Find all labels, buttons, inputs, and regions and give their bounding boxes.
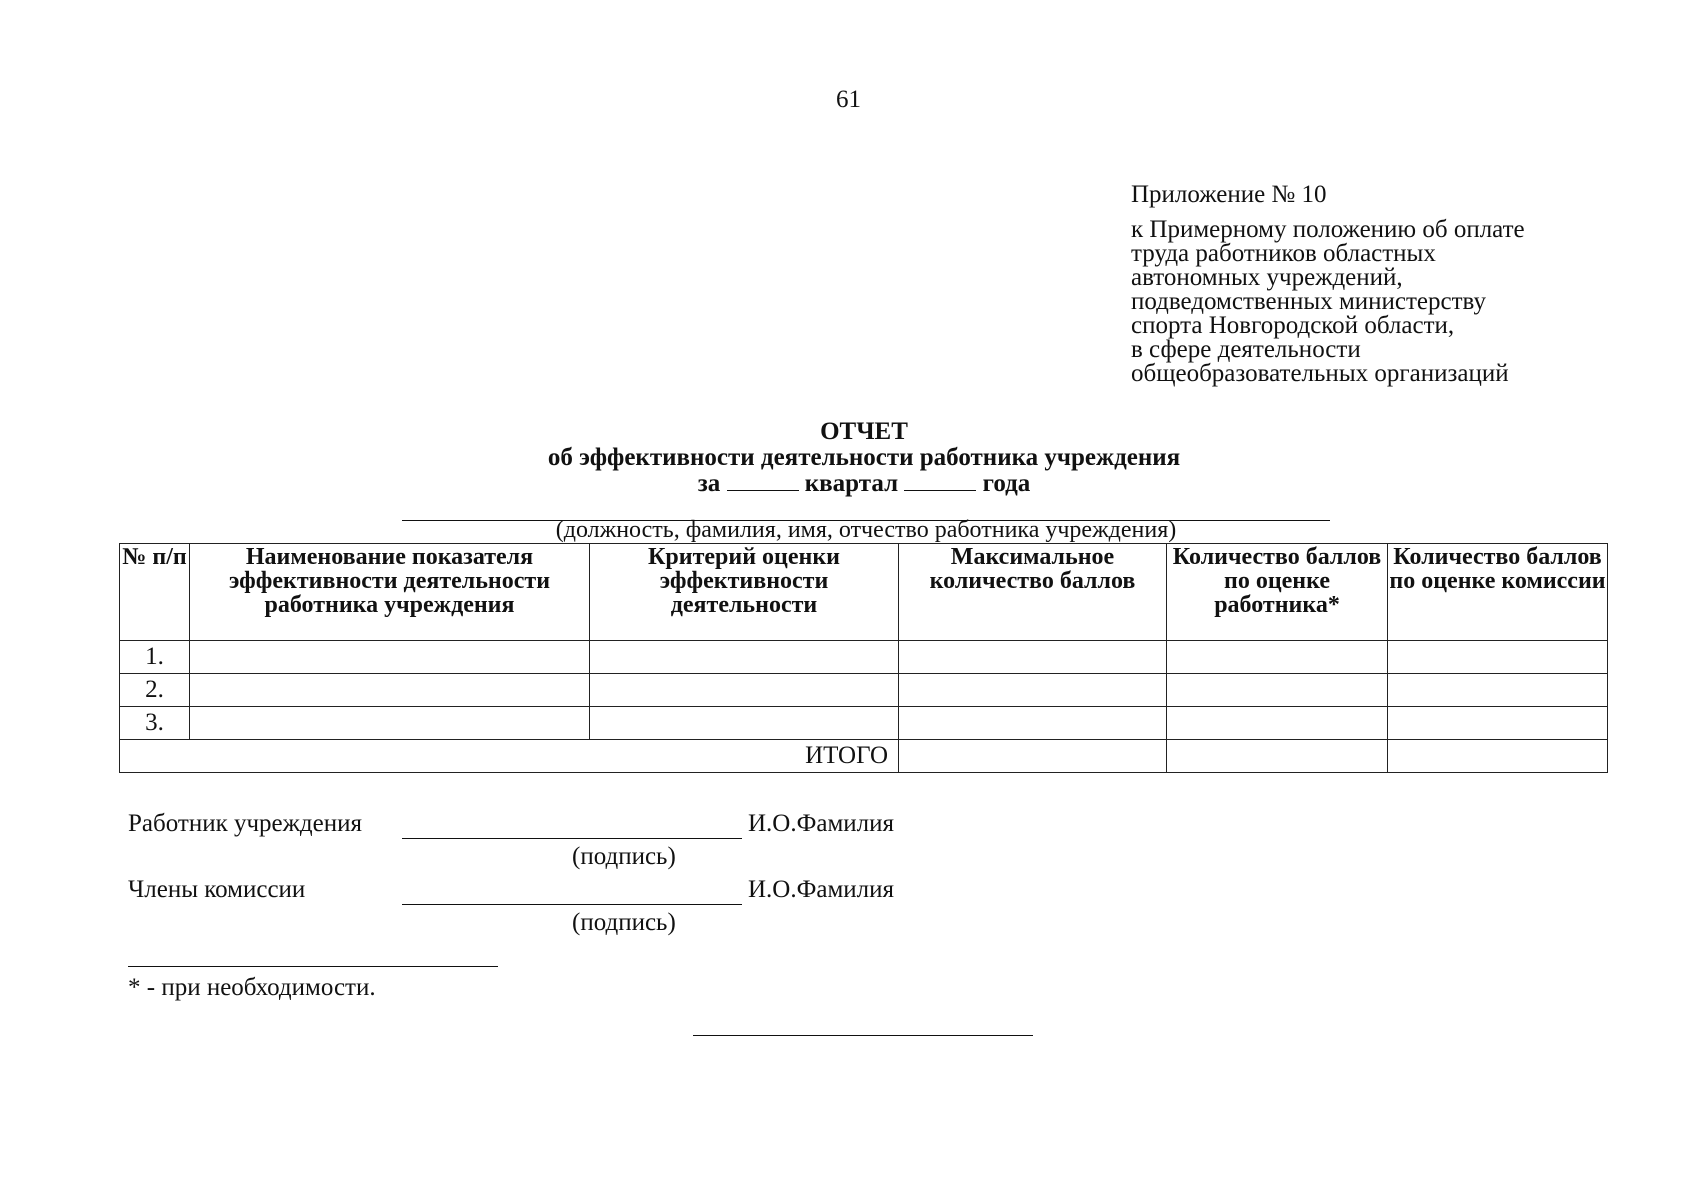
appendix-line: автономных учреждений, (1131, 264, 1403, 291)
total-employee-points-cell[interactable] (1167, 740, 1388, 773)
commission-signature-caption: (подпись) (572, 909, 676, 936)
report-subtitle: об эффективности деятельности работника учреждения (547, 444, 1181, 471)
table-header-row (120, 544, 1608, 641)
commission-points-cell[interactable] (1388, 707, 1608, 740)
commission-points-cell[interactable] (1388, 674, 1608, 707)
report-table (119, 543, 1608, 773)
row-number: 2. (120, 674, 190, 707)
employee-signature-label: Работник учреждения (128, 810, 362, 837)
period-year-label: года (982, 470, 1031, 497)
column-header-commission-points: Количество баллов по оценке комиссии (1388, 544, 1608, 641)
column-header-employee-points: Количество баллов по оценке работника* (1167, 544, 1388, 641)
appendix-title: Приложение № 10 (1131, 181, 1327, 208)
appendix-line: спорта Новгородской области, (1131, 312, 1455, 339)
column-header-criterion: Критерий оценки эффективности деятельности (590, 544, 899, 641)
employee-points-cell[interactable] (1167, 674, 1388, 707)
appendix-line: к Примерному положению об оплате (1131, 216, 1525, 243)
commission-name-placeholder: И.О.Фамилия (748, 876, 895, 903)
report-period (0, 468, 1697, 498)
table-total-row (120, 740, 1608, 773)
row-number: 1. (120, 641, 190, 674)
employee-points-cell[interactable] (1167, 641, 1388, 674)
footnote: * - при необходимости. (128, 974, 376, 1001)
appendix-line: подведомственных министерству (1131, 288, 1486, 315)
year-blank[interactable] (904, 468, 976, 491)
employee-signature-line[interactable] (402, 838, 742, 839)
quarter-blank[interactable] (727, 468, 799, 491)
indicator-cell[interactable] (190, 707, 590, 740)
total-max-points-cell[interactable] (899, 740, 1167, 773)
max-points-cell[interactable] (899, 641, 1167, 674)
employee-points-cell[interactable] (1167, 707, 1388, 740)
footnote-divider (128, 966, 498, 967)
max-points-cell[interactable] (899, 707, 1167, 740)
period-quarter-label: квартал (804, 470, 899, 497)
criterion-cell[interactable] (590, 674, 899, 707)
end-divider (693, 1035, 1033, 1036)
period-prefix: за (697, 470, 721, 497)
commission-signature-label: Члены комиссии (128, 876, 306, 903)
table-row (120, 707, 1608, 740)
total-commission-points-cell[interactable] (1388, 740, 1608, 773)
indicator-cell[interactable] (190, 674, 590, 707)
indicator-cell[interactable] (190, 641, 590, 674)
employee-name-placeholder: И.О.Фамилия (748, 810, 895, 837)
column-header-indicator: Наименование показателя эффективности деятельности работника учреждения (190, 544, 590, 641)
table-row (120, 674, 1608, 707)
commission-signature-line[interactable] (402, 904, 742, 905)
criterion-cell[interactable] (590, 707, 899, 740)
appendix-line: в сфере деятельности (1131, 336, 1361, 363)
appendix-line: общеобразовательных организаций (1131, 360, 1509, 387)
row-number: 3. (120, 707, 190, 740)
appendix-line: труда работников областных (1131, 240, 1436, 267)
employee-signature-caption: (подпись) (572, 843, 676, 870)
criterion-cell[interactable] (590, 641, 899, 674)
max-points-cell[interactable] (899, 674, 1167, 707)
report-title: ОТЧЕТ (820, 418, 908, 445)
total-label: ИТОГО (120, 740, 899, 773)
page-number: 61 (836, 86, 861, 113)
column-header-max-points: Максимальное количество баллов (899, 544, 1167, 641)
table-row (120, 641, 1608, 674)
appendix-reference (1131, 218, 1525, 386)
column-header-number: № п/п (120, 544, 190, 641)
commission-points-cell[interactable] (1388, 641, 1608, 674)
person-caption: (должность, фамилия, имя, отчество работника учреждения) (555, 517, 1177, 543)
